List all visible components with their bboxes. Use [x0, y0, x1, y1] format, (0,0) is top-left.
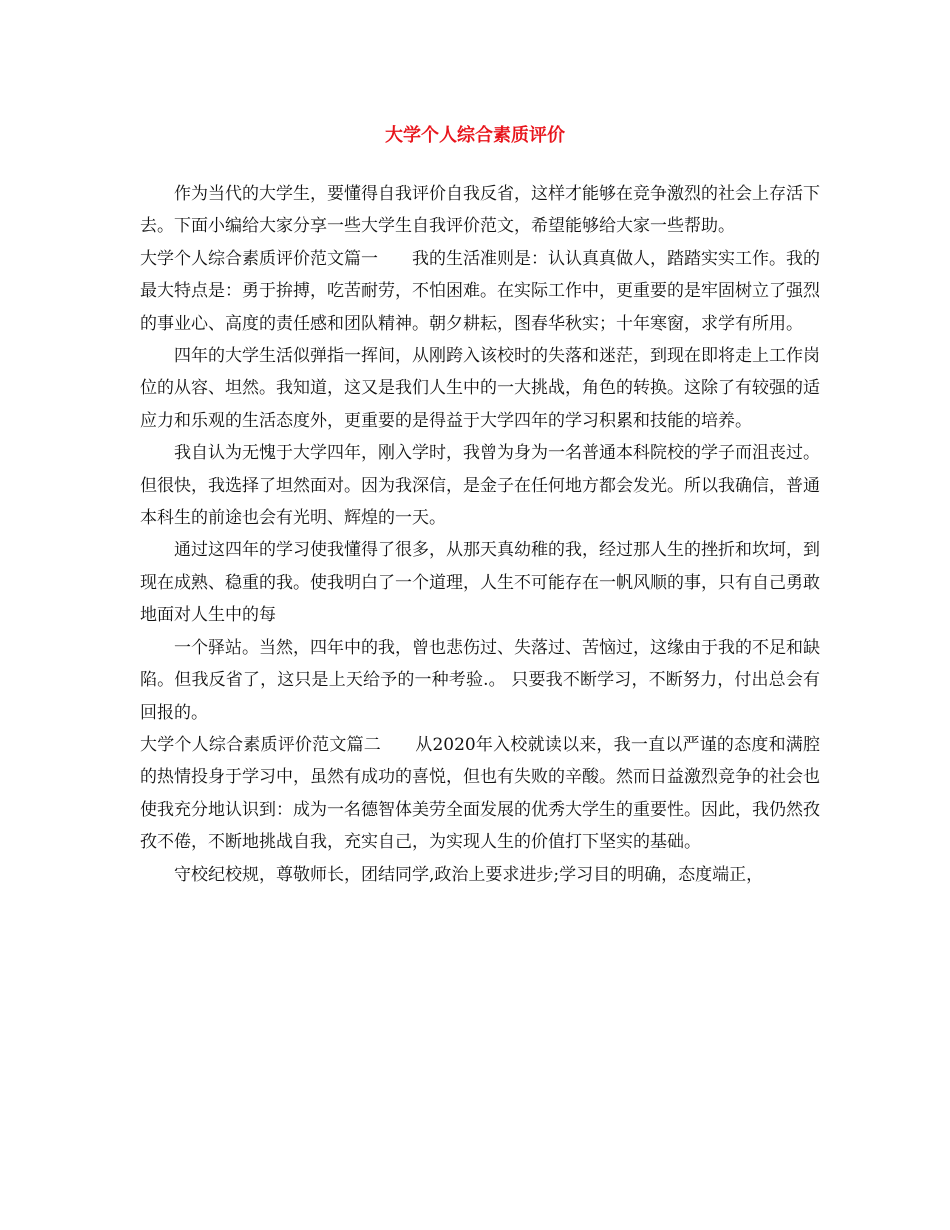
document-title: 大学个人综合素质评价: [385, 125, 565, 146]
sample-one-paragraph: 四年的大学生活似弹指一挥间，从刚跨入该校时的失落和迷茫，到现在即将走上工作岗位的从容、坦然。我知道，这又是我们人生中的一大挑战，角色的转换。这除了有较强的适应力和乐观的生活态度外，更重要的是得益于大学四年的学习积累和技能的培养。: [140, 346, 820, 431]
document-body: [140, 178, 820, 891]
sample-one-paragraph: 我自认为无愧于大学四年，刚入学时，我曾为身为一名普通本科院校的学子而沮丧过。但很快，我选择了坦然面对。因为我深信，是金子在任何地方都会发光。所以我确信，普通本科生的前途也会有光明、辉煌的一天。: [140, 443, 820, 529]
intro-paragraph: 作为当代的大学生，要懂得自我评价自我反省，这样才能够在竞争激烈的社会上存活下去。下面小编给大家分享一些大学生自我评价范文，希望能够给大家一些帮助。: [140, 184, 820, 237]
sample-one-paragraph: 一个驿站。当然，四年中的我，曾也悲伤过、失落过、苦恼过，这缘由于我的不足和缺陷。但我反省了，这只是上天给予的一种考验.。 只要我不断学习，不断努力，付出总会有回报的。: [140, 637, 820, 723]
sample-two-heading: 大学个人综合素质评价范文篇二: [140, 734, 382, 755]
sample-one-first-text: 我的生活准则是：认认真真做人，踏踏实实工作。我的最大特点是：勇于拚搏，吃苦耐劳，不怕困难。在实际工作中，更重要的是牢固树立了强烈的事业心、高度的责任感和团队精神。朝夕耕耘，图春华秋实；十年寒窗，求学有所用。: [140, 248, 820, 334]
sample-two-first-paragraph: [140, 729, 820, 859]
sample-two-paragraph: 守校纪校规，尊敬师长，团结同学,政治上要求进步;学习目的明确，态度端正，: [174, 864, 764, 885]
sample-two-first-text: 从2020年入校就读以来，我一直以严谨的态度和满腔的热情投身于学习中，虽然有成功的喜悦，但也有失败的辛酸。然而日益激烈竞争的社会也使我充分地认识到：成为一名德智体美劳全面发展的优秀大学生的重要性。因此，我仍然孜孜不倦，不断地挑战自我，充实自己，为实现人生的价值打下坚实的基础。: [140, 734, 821, 853]
sample-one-first-paragraph: [140, 243, 820, 340]
sample-one-paragraph: 通过这四年的学习使我懂得了很多，从那天真幼稚的我，经过那人生的挫折和坎坷，到现在成熟、稳重的我。使我明白了一个道理，人生不可能存在一帆风顺的事，只有自己勇敢地面对人生中的每: [140, 540, 820, 626]
sample-one-heading: 大学个人综合素质评价范文篇一: [140, 248, 378, 269]
